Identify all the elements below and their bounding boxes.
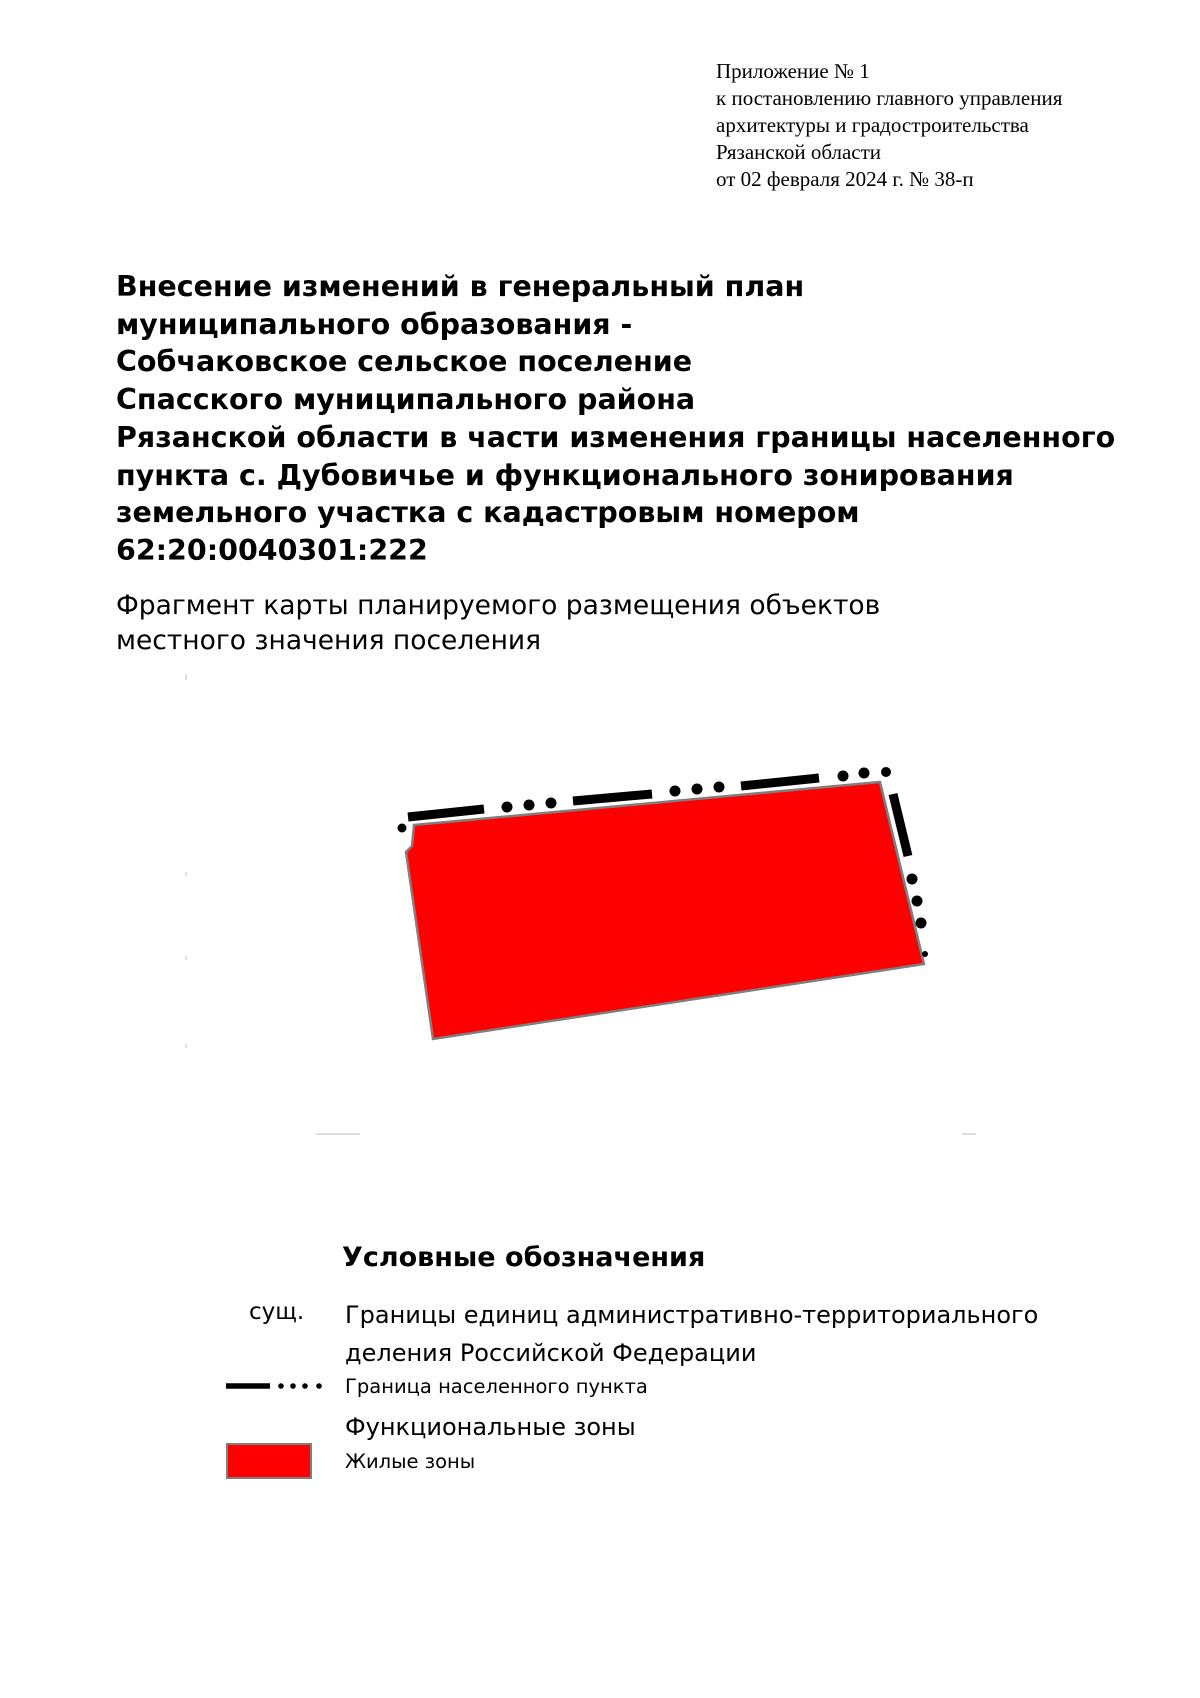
appendix-line: архитектуры и градостроительства (716, 113, 1029, 137)
boundary-dot (912, 896, 923, 907)
appendix-line: от 02 февраля 2024 г. № 38-п (716, 167, 974, 191)
boundary-dot (502, 802, 513, 813)
legend-settlement-boundary: Граница населенного пункта (345, 1375, 648, 1398)
appendix-line: Приложение № 1 (716, 59, 870, 83)
boundary-dot (524, 800, 535, 811)
boundary-dot (907, 874, 918, 885)
title-line: земельного участка с кадастровым номером (116, 496, 860, 530)
boundary-dot (398, 824, 407, 833)
boundary-dot (881, 767, 891, 777)
boundary-dash (741, 778, 819, 786)
legend-dot (302, 1383, 308, 1389)
dash-dot-line-icon (224, 1379, 324, 1393)
residential-swatch-icon (226, 1443, 312, 1479)
map-fragment (0, 660, 1200, 1160)
boundary-dot (692, 784, 703, 795)
legend-residential-zones: Жилые зоны (345, 1450, 476, 1473)
legend-dot (278, 1383, 284, 1389)
appendix-header (716, 58, 1062, 193)
legend-admin-line: Границы единиц административно-территориального (345, 1301, 1039, 1329)
title-line: муниципального образования - (116, 307, 633, 341)
legend-functional-zones: Функциональные зоны (345, 1413, 636, 1441)
boundary-dash (408, 809, 484, 817)
boundary-dash (573, 794, 652, 801)
title-line: Рязанской области в части изменения границы населенного (116, 420, 1116, 454)
title-line: Спасского муниципального района (116, 383, 696, 417)
title-line: пункта с. Дубовичье и функционального зонирования (116, 458, 1014, 492)
legend-dot (316, 1383, 322, 1389)
boundary-dot (714, 782, 725, 793)
legend-existing-label: сущ. (249, 1299, 305, 1325)
boundary-dot (916, 918, 927, 929)
boundary-dot (546, 798, 557, 809)
map-subtitle (116, 588, 880, 658)
legend-admin-line: деления Российской Федерации (345, 1339, 757, 1367)
title-line: Внесение изменений в генеральный план (116, 270, 805, 303)
boundary-dot (922, 951, 928, 957)
boundary-dot (838, 771, 849, 782)
legend-title: Условные обозначения (342, 1242, 706, 1273)
residential-zone-parcel (406, 782, 924, 1039)
title-line: Собчаковское сельское поселение (116, 345, 693, 379)
legend-admin-boundaries (345, 1296, 1038, 1372)
legend-dot (290, 1383, 296, 1389)
subtitle-line: местного значения поселения (116, 625, 542, 656)
appendix-line: Рязанской области (716, 140, 882, 164)
title-line: 62:20:0040301:222 (116, 533, 428, 567)
appendix-line: к постановлению главного управления (716, 86, 1063, 110)
subtitle-line: Фрагмент карты планируемого размещения объектов (116, 590, 881, 621)
document-title (116, 268, 1115, 570)
boundary-dot (859, 768, 870, 779)
boundary-dot (670, 786, 681, 797)
